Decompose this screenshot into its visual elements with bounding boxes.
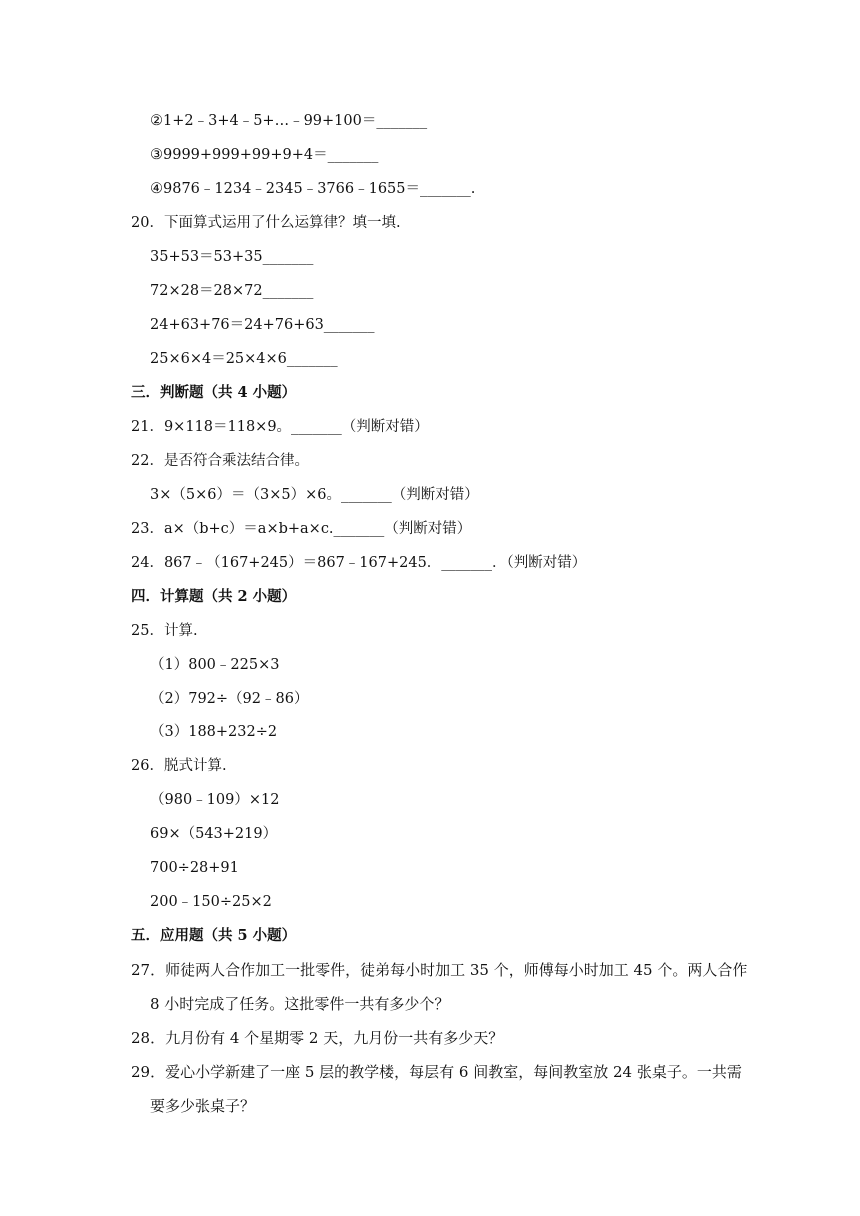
q25-item3: （3）188+232÷2 bbox=[150, 724, 278, 740]
q22-prompt: 22．是否符合乘法结合律。 bbox=[131, 453, 309, 469]
section-5-heading: 五．应用题（共 5 小题） bbox=[131, 927, 297, 944]
q23: 23．a×（b+c）＝a×b+a×c._______（判断对错） bbox=[131, 521, 472, 537]
q27-line2: 8 小时完成了任务。这批零件一共有多少个？ bbox=[150, 995, 450, 1013]
q25-prompt: 25．计算. bbox=[131, 623, 198, 639]
q28: 28．九月份有 4 个星期零 2 天，九月份一共有多少天？ bbox=[131, 1029, 504, 1047]
q26-item4: 200﹣150÷25×2 bbox=[150, 894, 272, 910]
q20-prompt: 20．下面算式运用了什么运算律？填一填. bbox=[131, 215, 401, 231]
q26-item2: 69×（543+219） bbox=[150, 826, 278, 842]
q27-line1: 27．师徒两人合作加工一批零件，徒弟每小时加工 35 个，师傅每小时加工 45 个。两人合作 bbox=[131, 961, 748, 979]
q20-item3: 24+63+76＝24+76+63_______ bbox=[150, 317, 375, 333]
q21: 21．9×118＝118×9。_______（判断对错） bbox=[131, 419, 429, 435]
q20-item2: 72×28＝28×72_______ bbox=[150, 283, 314, 299]
q19-part2: ②1+2﹣3+4﹣5+…﹣99+100＝_______ bbox=[150, 113, 428, 129]
q19-part3: ③9999+999+99+9+4＝_______ bbox=[150, 147, 379, 163]
q20-item1: 35+53＝53+35_______ bbox=[150, 249, 314, 265]
q20-item4: 25×6×4＝25×4×6_______ bbox=[150, 351, 338, 367]
q19-part4: ④9876﹣1234﹣2345﹣3766﹣1655＝_______. bbox=[150, 181, 476, 197]
q29-line2: 要多少张桌子？ bbox=[150, 1097, 256, 1115]
q22-expression: 3×（5×6）＝（3×5）×6。_______（判断对错） bbox=[150, 487, 479, 503]
q29-line1: 29．爱心小学新建了一座 5 层的教学楼，每层有 6 间教室，每间教室放 24 张桌子。一共需 bbox=[131, 1063, 742, 1081]
q26-item1: （980﹣109）×12 bbox=[150, 792, 280, 808]
section-4-heading: 四．计算题（共 2 小题） bbox=[131, 588, 297, 605]
q26-item3: 700÷28+91 bbox=[150, 860, 239, 876]
q25-item1: （1）800﹣225×3 bbox=[150, 657, 280, 673]
q25-item2: （2）792÷（92﹣86） bbox=[150, 691, 309, 707]
section-3-heading: 三．判断题（共 4 小题） bbox=[131, 384, 297, 401]
q26-prompt: 26．脱式计算. bbox=[131, 758, 227, 774]
q24: 24．867﹣（167+245）＝867﹣167+245．_______．（判断对错） bbox=[131, 555, 587, 571]
